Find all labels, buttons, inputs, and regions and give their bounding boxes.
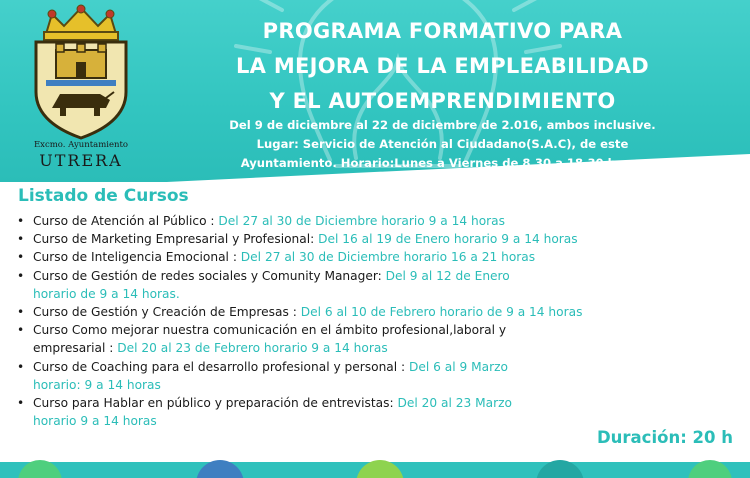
course-item: [14, 230, 744, 248]
duration-label: Duración: 20 h: [596, 428, 733, 447]
course-name: Curso de Marketing Empresarial y Profesional:: [33, 232, 319, 247]
course-name: empresarial :: [33, 341, 118, 356]
course-item: [14, 212, 744, 230]
course-name: Curso de Inteligencia Emocional :: [33, 250, 241, 265]
course-item: [14, 358, 744, 394]
course-name: Curso de Coaching para el desarrollo profesional y personal :: [33, 359, 410, 374]
course-schedule: horario de 9 a 14 horas.: [33, 286, 180, 301]
coat-of-arms-logo: [16, 4, 146, 172]
course-name: Curso Como mejorar nuestra comunicación en el ámbito profesional,laboral y: [33, 323, 507, 338]
course-schedule: Del 6 al 10 de Febrero horario de 9 a 14 horas: [300, 305, 583, 320]
logo-city: UTRERA: [39, 151, 123, 170]
course-schedule: Del 16 al 19 de Enero horario 9 a 14 horas: [318, 232, 578, 247]
info-line: Ayuntamiento. Horario:Lunes a Viernes de 8.30 a 18.30 horas: [240, 156, 645, 170]
title-line: PROGRAMA FORMATIVO PARA: [262, 19, 623, 43]
course-schedule: Del 9 al 12 de Enero: [385, 268, 510, 283]
course-schedule: Del 6 al 9 Marzo: [409, 359, 509, 374]
program-title: [150, 14, 735, 119]
course-schedule: horario 9 a 14 horas: [33, 414, 157, 429]
course-name: Curso para Hablar en público y preparación de entrevistas:: [33, 396, 398, 411]
header-banner: [0, 0, 750, 182]
course-name: Curso de Gestión y Creación de Empresas :: [33, 305, 301, 320]
course-schedule: Del 20 al 23 de Febrero horario 9 a 14 horas: [117, 341, 388, 356]
course-list-heading: Listado de Cursos: [18, 186, 189, 206]
course-item: [14, 394, 744, 430]
program-info: [150, 116, 735, 173]
course-name: Curso de Gestión de redes sociales y Comunity Manager:: [33, 268, 386, 283]
course-schedule: Del 27 al 30 de Diciembre horario 16 a 21 horas: [240, 250, 536, 265]
title-line: LA MEJORA DE LA EMPLEABILIDAD: [235, 54, 650, 78]
course-list: [14, 212, 744, 430]
decorative-bottom-strip: [0, 456, 750, 478]
title-line: Y EL AUTOEMPRENDIMIENTO: [269, 89, 616, 113]
course-schedule: horario: 9 a 14 horas: [33, 377, 161, 392]
course-schedule: Del 20 al 23 Marzo: [397, 396, 512, 411]
course-item: [14, 303, 744, 321]
course-item: [14, 248, 744, 266]
course-item: [14, 321, 744, 357]
info-line: Lugar: Servicio de Atención al Ciudadano(S.A.C), de este: [256, 137, 629, 151]
logo-caption: Excmo. Ayuntamiento: [33, 140, 129, 150]
course-schedule: Del 27 al 30 de Diciembre horario 9 a 14 horas: [218, 214, 505, 228]
course-item: [14, 267, 744, 303]
coat-of-arms-icon: [16, 4, 146, 172]
course-name: Curso de Atención al Público :: [33, 214, 219, 228]
info-line: Del 9 de diciembre al 22 de diciembre de 2.016, ambos inclusive.: [229, 118, 656, 132]
